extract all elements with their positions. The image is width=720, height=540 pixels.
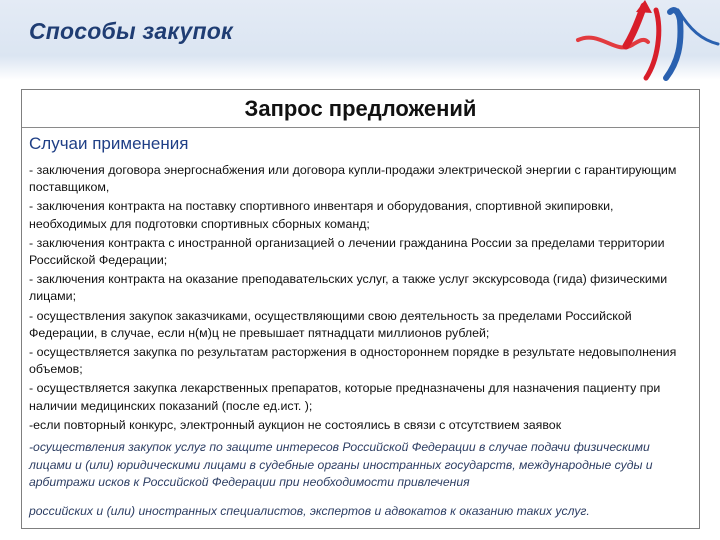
list-item: - осуществляется закупка по результатам расторжения в одностороннем порядке в результате недовыполнения объемов;: [29, 345, 677, 377]
list-item-italic-continuation: российских и (или) иностранных специалистов, экспертов и адвокатов к оказанию таких услуг.: [29, 504, 590, 518]
italic-item: [29, 439, 693, 494]
list-item: - заключения договора энергоснабжения или договора купли-продажи электрической энергии с гарантирующим поставщиком,: [29, 163, 677, 195]
list-item: - осуществляется закупка лекарственных препаратов, которые предназначены для назначения пациенту при наличии медицинских показаний (после ед.ист. );: [29, 381, 661, 413]
list-item: -если повторный конкурс, электронный аукцион не состоялись в связи с отсутствием заявок: [29, 417, 562, 432]
list-item: - заключения контракта на оказание преподавательских услуг, а также услуг экскурсовода (гида) физическими лицами;: [29, 272, 668, 304]
section-subtitle: Случаи применения: [29, 134, 189, 153]
list-item: - осуществления закупок заказчиками, осуществляющими свою деятельность за пределами Российской Федерации, в случае, если н(м)ц не превышает пятнадцати миллионов рублей;: [29, 308, 632, 340]
list-item: - заключения контракта с иностранной организацией о лечении гражданина России за пределами территории Российской Федерации;: [29, 235, 665, 268]
header-band: [0, 0, 720, 80]
content-frame: [21, 89, 700, 529]
list-item: - заключения контракта на поставку спортивного инвентаря и оборудования, спортивной экипировки, необходимых для подготовки спортивных сборных команд;: [29, 199, 614, 231]
logo-swoosh-icon: [570, 0, 720, 82]
items-list: [29, 162, 693, 436]
page-title: Способы закупок: [29, 18, 233, 44]
section-title: Запрос предложений: [22, 90, 699, 128]
list-item-italic: -осуществления закупок услуг по защите интересов Российской Федерации в случае подачи физическими лицами и (или) юридическими лицами в судебные органы иностранных государств, международные суды и арбитражи исков к Российской Федерации при необходимости привлечения: [29, 440, 653, 490]
